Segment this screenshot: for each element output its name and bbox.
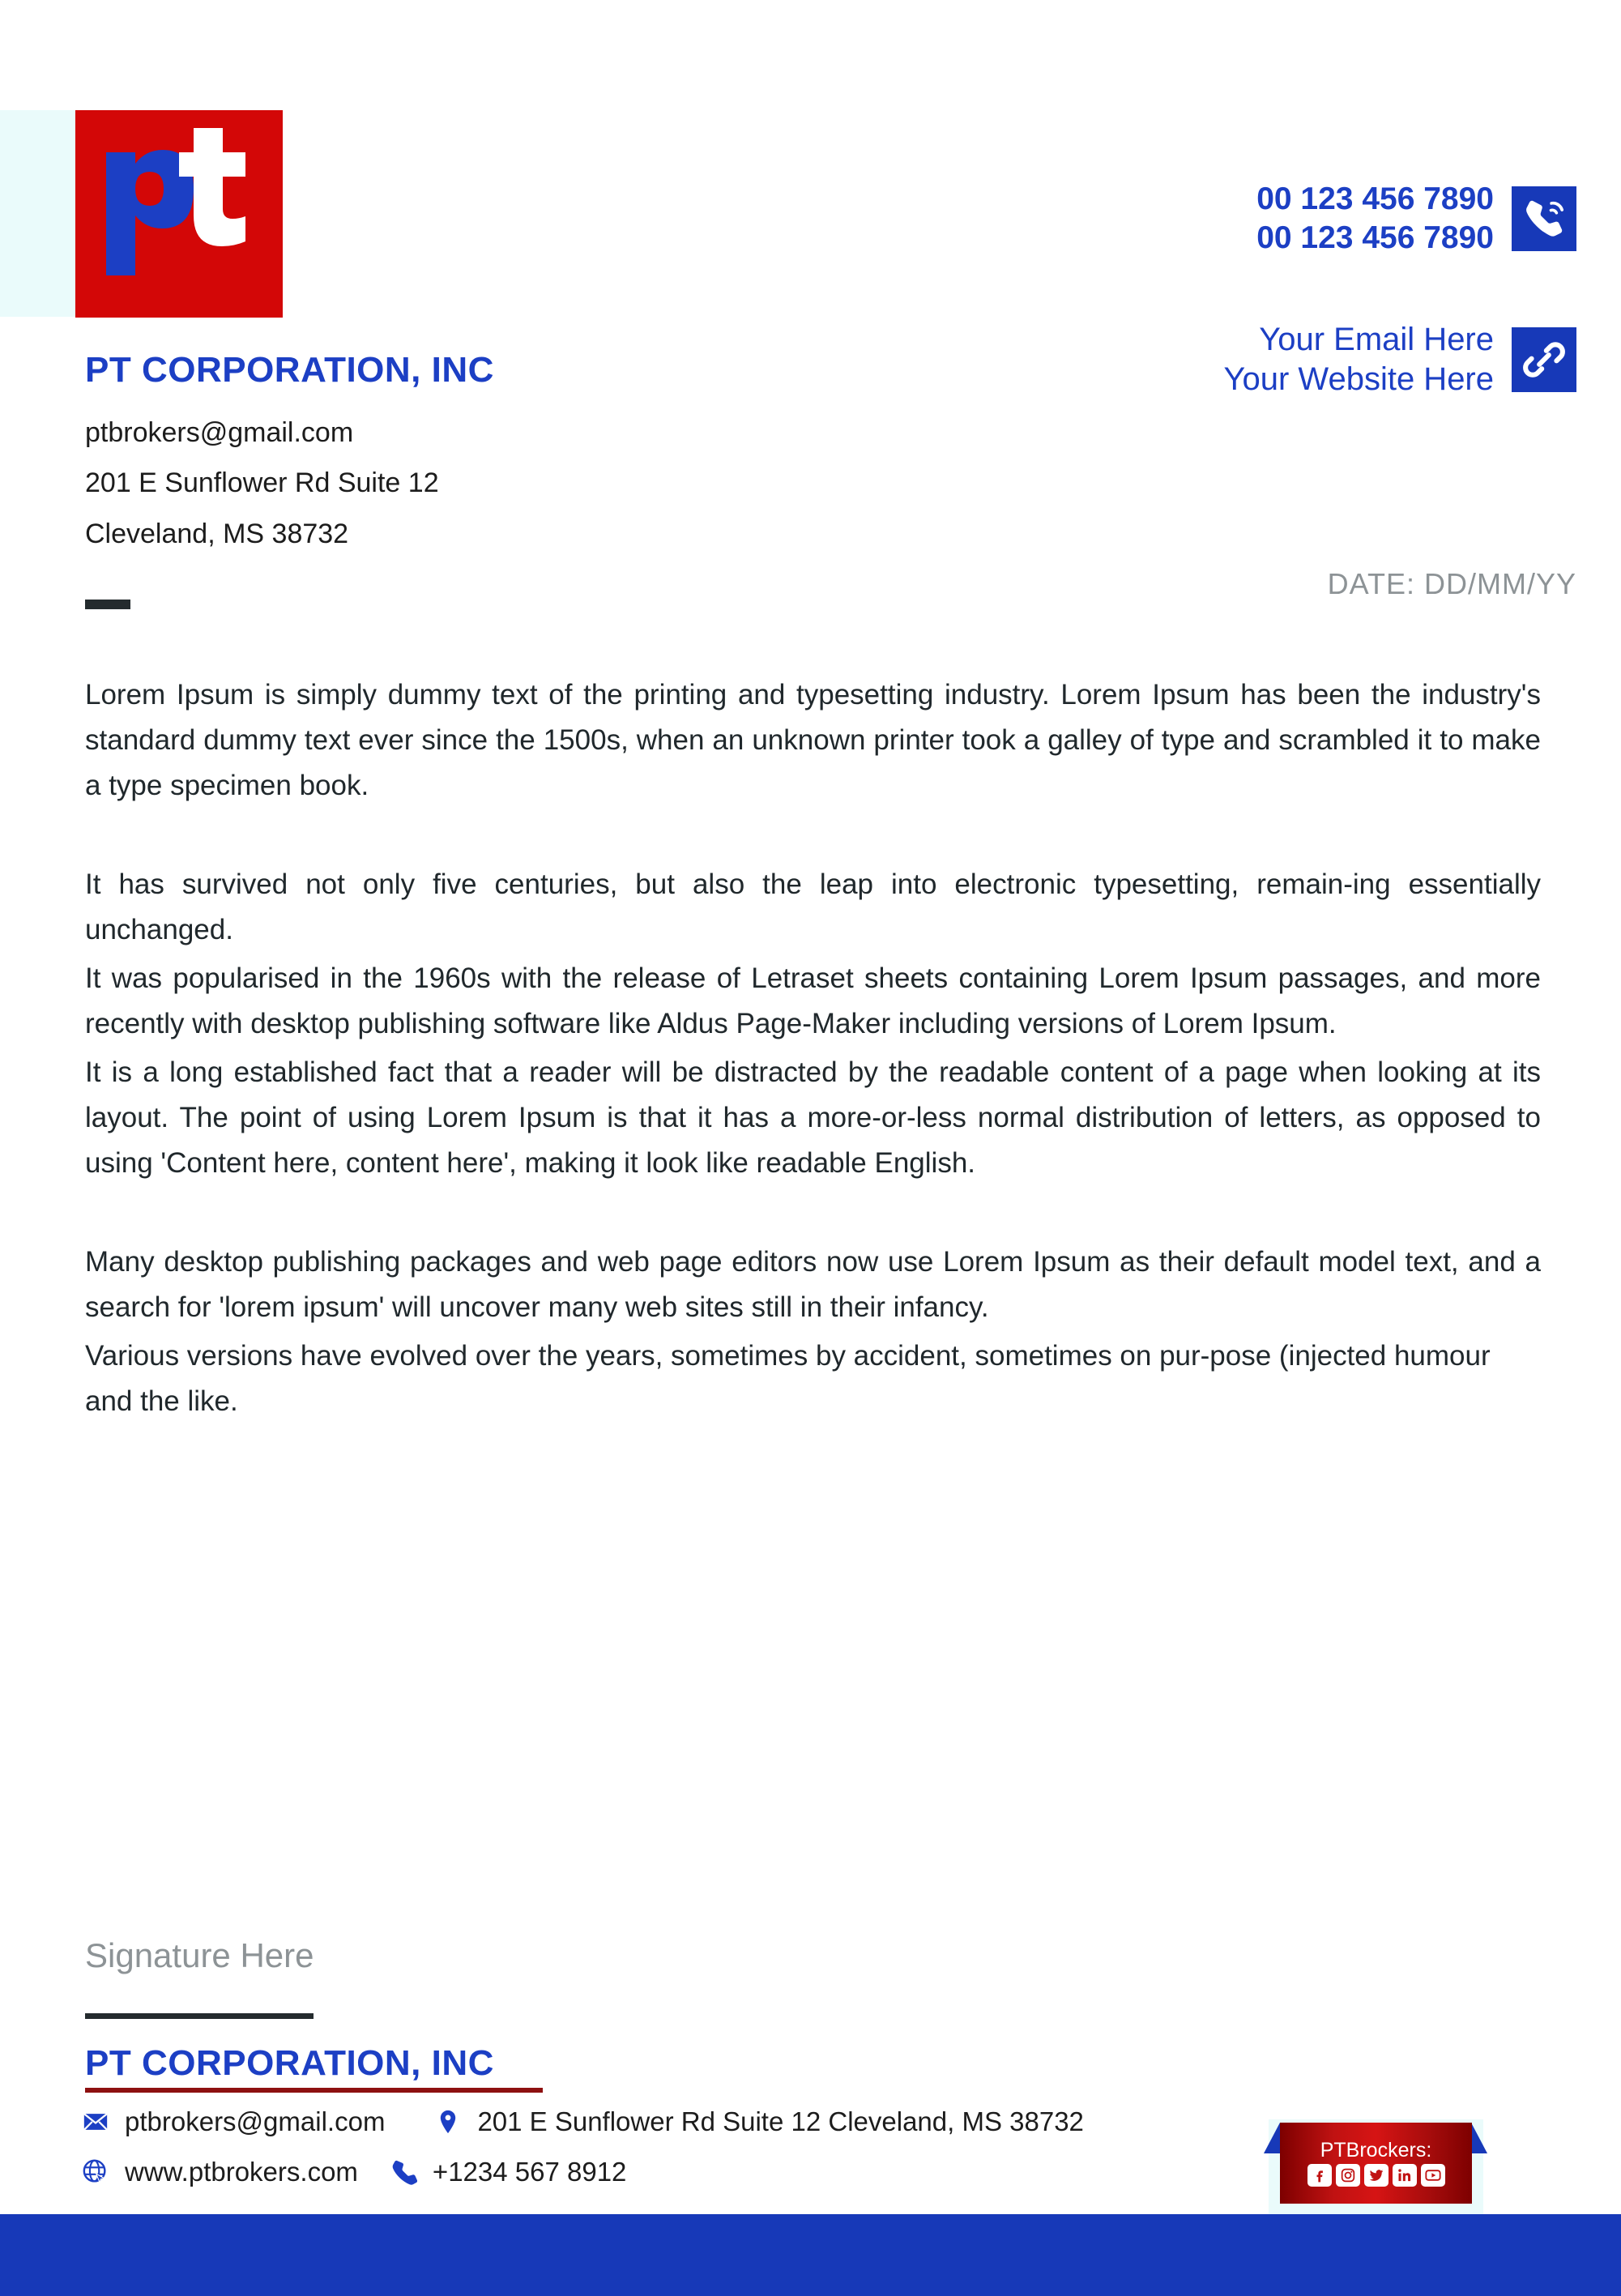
address-divider [85, 600, 130, 609]
footer-address-item[interactable] [433, 2106, 1083, 2137]
facebook-icon-glyph [1312, 2167, 1328, 2183]
envelope-icon [81, 2107, 110, 2136]
header-website-placeholder: Your Website Here [1223, 361, 1494, 397]
pt-logo-icon [75, 110, 283, 318]
company-name-underline [85, 2088, 543, 2093]
footer-phone-text: +1234 567 8912 [432, 2157, 627, 2187]
body-paragraph: Lorem Ipsum is simply dummy text of the printing and typesetting industry. Lorem Ipsum has been the industry's standard dummy text ever since the 1500s, when an unknown printer took a galley of type and scrambled it to make a type specimen book. [85, 679, 1541, 801]
header-phone-lines [1256, 180, 1494, 257]
twitter-icon-glyph [1368, 2167, 1384, 2183]
instagram-icon[interactable] [1336, 2164, 1360, 2187]
header-link-block [1223, 320, 1576, 399]
social-ribbon-tail-left [1264, 2123, 1280, 2153]
instagram-icon-glyph [1340, 2167, 1356, 2183]
company-name-header: PT CORPORATION, INC [85, 350, 494, 390]
header-phone-1: 00 123 456 7890 [1256, 181, 1494, 216]
footer-contact-row-1 [81, 2106, 1084, 2137]
social-badge [1254, 2097, 1497, 2214]
phone-icon [1512, 186, 1576, 251]
footer-address-text: 201 E Sunflower Rd Suite 12 Cleveland, MS 38732 [477, 2106, 1084, 2136]
globe-icon-glyph [82, 2158, 109, 2186]
link-icon-glyph [1521, 337, 1567, 382]
linkedin-icon[interactable] [1393, 2164, 1417, 2187]
envelope-icon-glyph [82, 2108, 109, 2136]
body-paragraph: Various versions have evolved over the years, sometimes by accident, sometimes on pur-pose (injected humour and the like. [85, 1340, 1491, 1417]
signature-placeholder: Signature Here [85, 1936, 314, 1974]
footer-website-item[interactable] [81, 2157, 358, 2187]
social-label: PTBrockers: [1320, 2138, 1432, 2162]
company-name-footer: PT CORPORATION, INC [85, 2043, 494, 2083]
signature-line [85, 2013, 314, 2019]
body-paragraph: It has survived not only five centuries, but also the leap into electronic typesetting, remain-ing essentially unchanged. [85, 868, 1541, 945]
youtube-icon-glyph [1425, 2167, 1441, 2183]
footer-contact-row-2 [81, 2157, 626, 2187]
company-email: ptbrokers@gmail.com [85, 417, 354, 448]
phone-handset-icon [389, 2157, 418, 2187]
link-icon [1512, 327, 1576, 392]
header-phone-block [1256, 180, 1576, 257]
header-phone-2: 00 123 456 7890 [1256, 220, 1494, 255]
social-ribbon-tail-right [1471, 2123, 1487, 2153]
mint-accent-panel [0, 110, 78, 317]
location-pin-icon-glyph [434, 2108, 462, 2136]
footer-email-text: ptbrokers@gmail.com [125, 2106, 386, 2136]
footer-phone-item[interactable] [389, 2157, 627, 2187]
facebook-icon[interactable] [1307, 2164, 1332, 2187]
phone-handset-icon-glyph [390, 2158, 417, 2186]
body-paragraph: It is a long established fact that a reader will be distracted by the readable content of a page when looking at its layout. The point of using Lorem Ipsum is that it has a more-or-less normal distribution of letters, as opposed to using 'Content here, content here', making it look like readable English. [85, 1056, 1541, 1179]
footer-bar [0, 2214, 1621, 2296]
phone-icon-glyph [1521, 196, 1567, 241]
globe-icon [81, 2157, 110, 2187]
location-pin-icon [433, 2107, 463, 2136]
header-link-lines [1223, 320, 1494, 399]
body-paragraph: Many desktop publishing packages and web page editors now use Lorem Ipsum as their default model text, and a search for 'lorem ipsum' will uncover many web sites still in their infancy. [85, 1246, 1541, 1323]
social-icon-row [1307, 2164, 1445, 2187]
linkedin-icon-glyph [1397, 2167, 1413, 2183]
letter-body [85, 672, 1541, 1424]
twitter-icon[interactable] [1364, 2164, 1389, 2187]
youtube-icon[interactable] [1421, 2164, 1445, 2187]
date-label: DATE: DD/MM/YY [1327, 567, 1576, 600]
company-address-line-1: 201 E Sunflower Rd Suite 12 [85, 467, 439, 498]
footer-website-text: www.ptbrokers.com [125, 2157, 358, 2187]
company-address-line-2: Cleveland, MS 38732 [85, 519, 349, 549]
social-banner [1280, 2123, 1472, 2204]
footer-email-item[interactable] [81, 2106, 385, 2137]
body-paragraph: It was popularised in the 1960s with the release of Letraset sheets containing Lorem Ipsum passages, and more recently with desktop publishing software like Aldus Page-Maker including versions of Lorem Ipsum. [85, 962, 1541, 1039]
header-email-placeholder: Your Email Here [1259, 322, 1494, 357]
company-logo [75, 110, 283, 318]
